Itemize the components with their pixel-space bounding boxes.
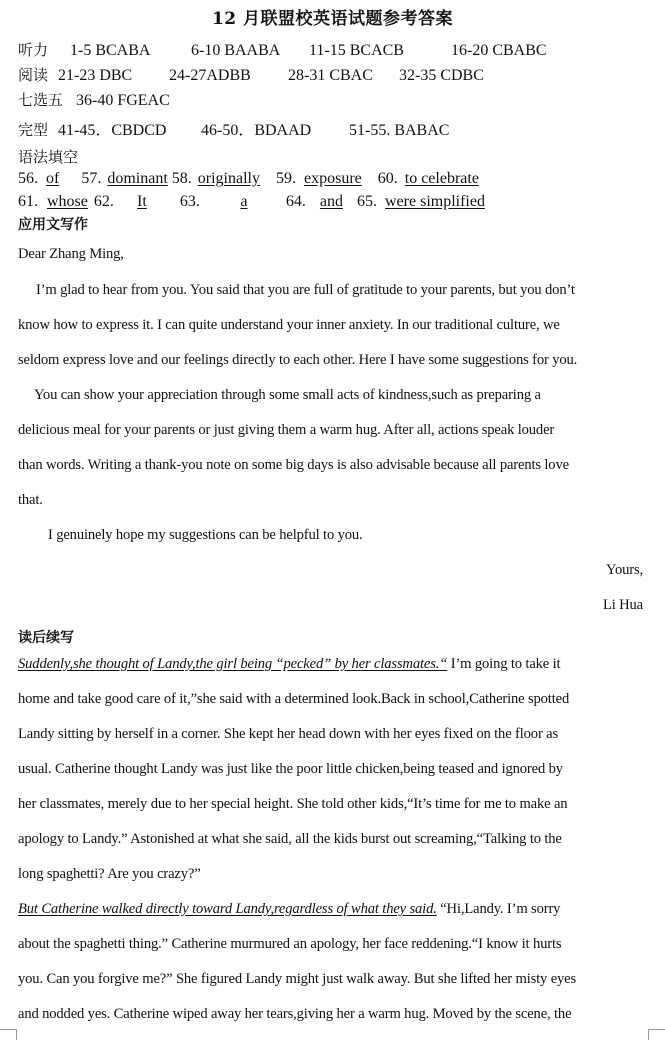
continuation-line: Landy sitting by herself in a corner. She kept her head down with her eyes fixed on the floor as <box>18 726 559 742</box>
writing-line: delicious meal for your parents or just giving them a warm hug. After all, actions speak louder <box>18 422 555 438</box>
grammar-answer: to celebrate <box>404 170 479 187</box>
grammar-label: 语法填空 <box>18 148 79 166</box>
continuation-line: you. Can you forgive me?” She figured Landy might just walk away. But she lifted her misty eyes <box>18 971 577 987</box>
grammar-num: 57. <box>81 170 102 187</box>
continuation-prompt-sentence: But Catherine walked directly toward Landy,regardless of what they said. <box>18 901 437 917</box>
grammar-num: 59. <box>275 170 296 187</box>
reading-group-2: 24-27ADBB <box>169 67 251 84</box>
listening-label: 听力 <box>18 41 49 59</box>
continuation-open-quote: “ <box>439 656 448 672</box>
listening-group-2: 6-10 BAABA <box>191 42 281 59</box>
grammar-answer: of <box>46 170 60 187</box>
grammar-answer: dominant <box>107 170 168 187</box>
grammar-row-2 <box>18 193 485 211</box>
continuation-line: apology to Landy.” Astonished at what she said, all the kids burst out screaming,“Talking to the <box>18 831 562 847</box>
page-title: 12 月联盟校英语试题参考答案 <box>211 9 454 29</box>
writing-signature: Li Hua <box>602 597 643 613</box>
grammar-answer: a <box>240 193 248 210</box>
continuation-line: usual. Catherine thought Landy was just like the poor little chicken,being teased and ignored by <box>18 761 563 777</box>
writing-line: I’m glad to hear from you. You said that you are full of gratitude to your parents, but you don’t <box>36 282 575 298</box>
grammar-num: 64. <box>285 193 306 210</box>
grammar-answer: exposure <box>303 170 362 187</box>
cloze-group-2: 46-50．BDAAD <box>201 122 312 139</box>
reading-group-4: 32-35 CDBC <box>399 67 484 84</box>
writing-heading: 应用文写作 <box>18 217 88 233</box>
grammar-num: 61. <box>18 193 38 210</box>
grammar-num: 62. <box>93 193 114 210</box>
writing-line: I genuinely hope my suggestions can be helpful to you. <box>48 527 363 543</box>
continuation-text: I’m going to take it <box>447 656 561 672</box>
writing-line: You can show your appreciation through some small acts of kindness,such as preparing a <box>34 387 541 403</box>
writing-line: seldom express love and our feelings directly to each other. Here I have some suggestions for you. <box>18 352 578 368</box>
continuation-line: long spaghetti? Are you crazy?” <box>18 866 201 882</box>
cloze-group-3: 51-55. BABAC <box>349 122 450 139</box>
page-corner-mark <box>648 1029 665 1040</box>
grammar-answer: It <box>137 193 147 210</box>
continuation-prompt-sentence: Suddenly,she thought of Landy,the girl being “pecked” by her classmates. <box>18 656 440 672</box>
listening-group-1: 1-5 BCABA <box>70 42 151 59</box>
writing-line: than words. Writing a thank-you note on some big days is also advisable because all parents love <box>18 457 569 473</box>
cloze-answers <box>18 117 449 140</box>
listening-group-3: 11-15 BCACB <box>309 42 404 59</box>
continuation-line <box>18 901 643 918</box>
continuation-line: home and take good care of it,”she said with a determined look.Back in school,Catherine spotted <box>18 691 570 707</box>
grammar-num: 56. <box>18 170 38 187</box>
writing-closing: Yours, <box>606 562 643 578</box>
reading-group-3: 28-31 CBAC <box>288 67 373 84</box>
reading-answers <box>18 64 484 85</box>
reading-group-1: 21-23 DBC <box>58 67 133 84</box>
continuation-line: and nodded yes. Catherine wiped away her tears,giving her a warm hug. Moved by the scene, the <box>18 1006 572 1022</box>
writing-line: know how to express it. I can quite understand your inner anxiety. In our traditional culture, we <box>18 317 560 333</box>
grammar-answer: and <box>319 193 343 210</box>
continuation-line: about the spaghetti thing.” Catherine murmured an apology, her face reddening.“I know it hurts <box>18 936 562 952</box>
grammar-answer: were simplified <box>385 193 485 210</box>
grammar-num: 65. <box>357 193 377 210</box>
grammar-num: 58. <box>171 170 192 187</box>
continuation-heading: 读后续写 <box>18 630 74 646</box>
seven-choose-five-answers <box>18 89 170 110</box>
grammar-num: 60. <box>377 170 398 187</box>
reading-label: 阅读 <box>18 66 49 84</box>
grammar-num: 63. <box>179 193 200 210</box>
listening-answers <box>18 39 547 60</box>
grammar-answer: whose <box>47 193 88 210</box>
cloze-group-1: 41-45．CBDCD <box>58 122 167 139</box>
writing-line: that. <box>18 492 43 508</box>
continuation-text: “Hi,Landy. I’m sorry <box>436 901 561 917</box>
seven-group-1: 36-40 FGEAC <box>76 92 170 109</box>
writing-salutation: Dear Zhang Ming, <box>18 246 124 262</box>
listening-group-4: 16-20 CBABC <box>451 42 547 59</box>
continuation-line: her classmates, merely due to her special height. She told other kids,“It’s time for me to make an <box>18 796 568 812</box>
grammar-answer: originally <box>197 170 260 187</box>
grammar-row-1 <box>18 170 479 188</box>
cloze-label: 完型 <box>18 121 49 139</box>
continuation-line <box>18 656 643 673</box>
page-corner-mark <box>0 1029 17 1040</box>
seven-label: 七选五 <box>18 91 64 109</box>
